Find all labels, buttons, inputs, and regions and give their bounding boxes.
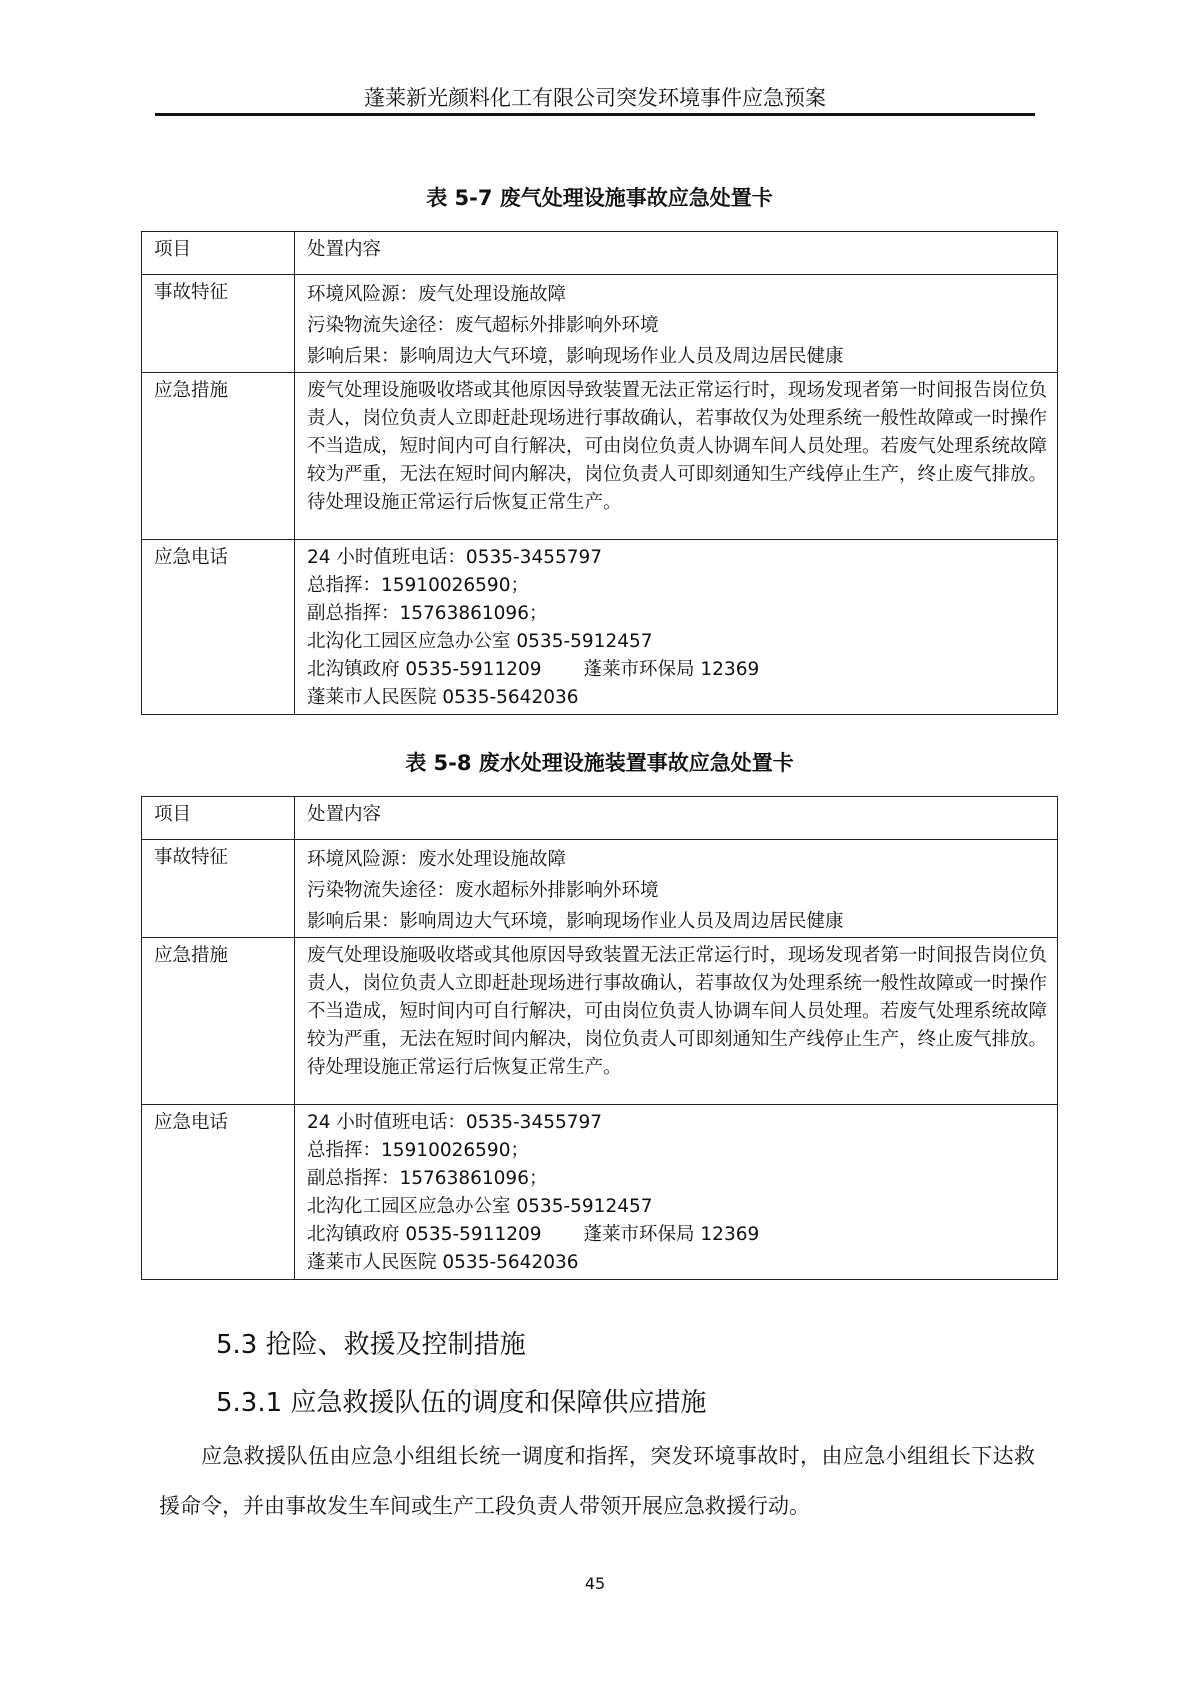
row-key-phone: 应急电话 bbox=[142, 1105, 295, 1280]
header-cell-key: 项目 bbox=[142, 797, 295, 840]
phone-line: 北沟化工园区应急办公室 0535-5912457 bbox=[307, 1196, 653, 1217]
text-line: 环境风险源：废水处理设施故障 bbox=[307, 849, 567, 870]
row-value-measures: 废气处理设施吸收塔或其他原因导致装置无法正常运行时，现场发现者第一时间报告岗位负责人，岗位负责人立即赶赴现场进行事故确认，若事故仅为处理系统一般性故障或一时操作不当造成，短时间内可自行解决，可由岗位负责人协调车间人员处理。若废气处理系统故障较为严重，无法在短时间内解决，岗位负责人可即刻通知生产线停止生产，终止废气排放。待处理设施正常运行后恢复正常生产。 bbox=[295, 938, 1058, 1105]
table-row bbox=[142, 540, 1058, 715]
document-header-title: 蓬莱新光颜料化工有限公司突发环境事件应急预案 bbox=[364, 86, 826, 110]
table-caption-5-8: 表 5-8 废水处理设施装置事故应急处置卡 bbox=[405, 751, 794, 775]
header-cell-key: 项目 bbox=[142, 232, 295, 275]
phone-line: 24 小时值班电话：0535-3455797 bbox=[307, 547, 603, 568]
phone-line: 蓬莱市人民医院 0535-5642036 bbox=[307, 687, 579, 708]
header-rule bbox=[155, 113, 1035, 116]
table-row bbox=[142, 232, 1058, 275]
text-line: 影响后果：影响周边大气环境，影响现场作业人员及周边居民健康 bbox=[307, 911, 844, 932]
table-row bbox=[142, 797, 1058, 840]
phone-line bbox=[307, 656, 1047, 684]
table-row bbox=[142, 1105, 1058, 1280]
row-key-measures: 应急措施 bbox=[142, 938, 295, 1105]
table-row bbox=[142, 840, 1058, 938]
body-paragraph: 应急救援队伍由应急小组组长统一调度和指挥，突发环境事故时，由应急小组组长下达救援命令，并由事故发生车间或生产工段负责人带领开展应急救援行动。 bbox=[159, 1444, 1035, 1518]
table-row bbox=[142, 938, 1058, 1105]
phone-epb: 蓬莱市环保局 12369 bbox=[583, 1224, 760, 1245]
phone-line: 北沟化工园区应急办公室 0535-5912457 bbox=[307, 631, 653, 652]
table-row bbox=[142, 275, 1058, 373]
phone-line: 蓬莱市人民医院 0535-5642036 bbox=[307, 1252, 579, 1273]
phone-town: 北沟镇政府 0535-5911209 bbox=[307, 659, 542, 680]
text-line: 环境风险源：废气处理设施故障 bbox=[307, 284, 567, 305]
row-key-characteristics: 事故特征 bbox=[142, 840, 295, 938]
table-5-7 bbox=[141, 231, 1058, 715]
table-row bbox=[142, 373, 1058, 540]
section-heading: 5.3 抢险、救援及控制措施 bbox=[216, 1330, 526, 1360]
table-5-8 bbox=[141, 796, 1058, 1280]
text-line: 污染物流失途径：废气超标外排影响外环境 bbox=[307, 315, 659, 336]
page-number: 45 bbox=[584, 1574, 606, 1593]
row-value-phone bbox=[295, 540, 1058, 715]
phone-epb: 蓬莱市环保局 12369 bbox=[583, 659, 760, 680]
phone-line: 总指挥：15910026590； bbox=[307, 1140, 529, 1161]
row-key-measures: 应急措施 bbox=[142, 373, 295, 540]
text-line: 污染物流失途径：废水超标外排影响外环境 bbox=[307, 880, 659, 901]
row-value-phone bbox=[295, 1105, 1058, 1280]
row-value-characteristics bbox=[295, 275, 1058, 373]
table-caption-5-7: 表 5-7 废气处理设施事故应急处置卡 bbox=[426, 186, 773, 210]
row-key-characteristics: 事故特征 bbox=[142, 275, 295, 373]
header-cell-value: 处置内容 bbox=[295, 797, 1058, 840]
phone-line: 24 小时值班电话：0535-3455797 bbox=[307, 1112, 603, 1133]
phone-town: 北沟镇政府 0535-5911209 bbox=[307, 1224, 542, 1245]
phone-line: 副总指挥：15763861096； bbox=[307, 1168, 548, 1189]
phone-line: 副总指挥：15763861096； bbox=[307, 603, 548, 624]
phone-line bbox=[307, 1221, 1047, 1249]
row-key-phone: 应急电话 bbox=[142, 540, 295, 715]
text-line: 影响后果：影响周边大气环境，影响现场作业人员及周边居民健康 bbox=[307, 346, 844, 367]
row-value-characteristics bbox=[295, 840, 1058, 938]
phone-line: 总指挥：15910026590； bbox=[307, 575, 529, 596]
row-value-measures: 废气处理设施吸收塔或其他原因导致装置无法正常运行时，现场发现者第一时间报告岗位负责人，岗位负责人立即赶赴现场进行事故确认，若事故仅为处理系统一般性故障或一时操作不当造成，短时间内可自行解决，可由岗位负责人协调车间人员处理。若废气处理系统故障较为严重，无法在短时间内解决，岗位负责人可即刻通知生产线停止生产，终止废气排放。待处理设施正常运行后恢复正常生产。 bbox=[295, 373, 1058, 540]
header-cell-value: 处置内容 bbox=[295, 232, 1058, 275]
subsection-heading: 5.3.1 应急救援队伍的调度和保障供应措施 bbox=[216, 1388, 707, 1418]
